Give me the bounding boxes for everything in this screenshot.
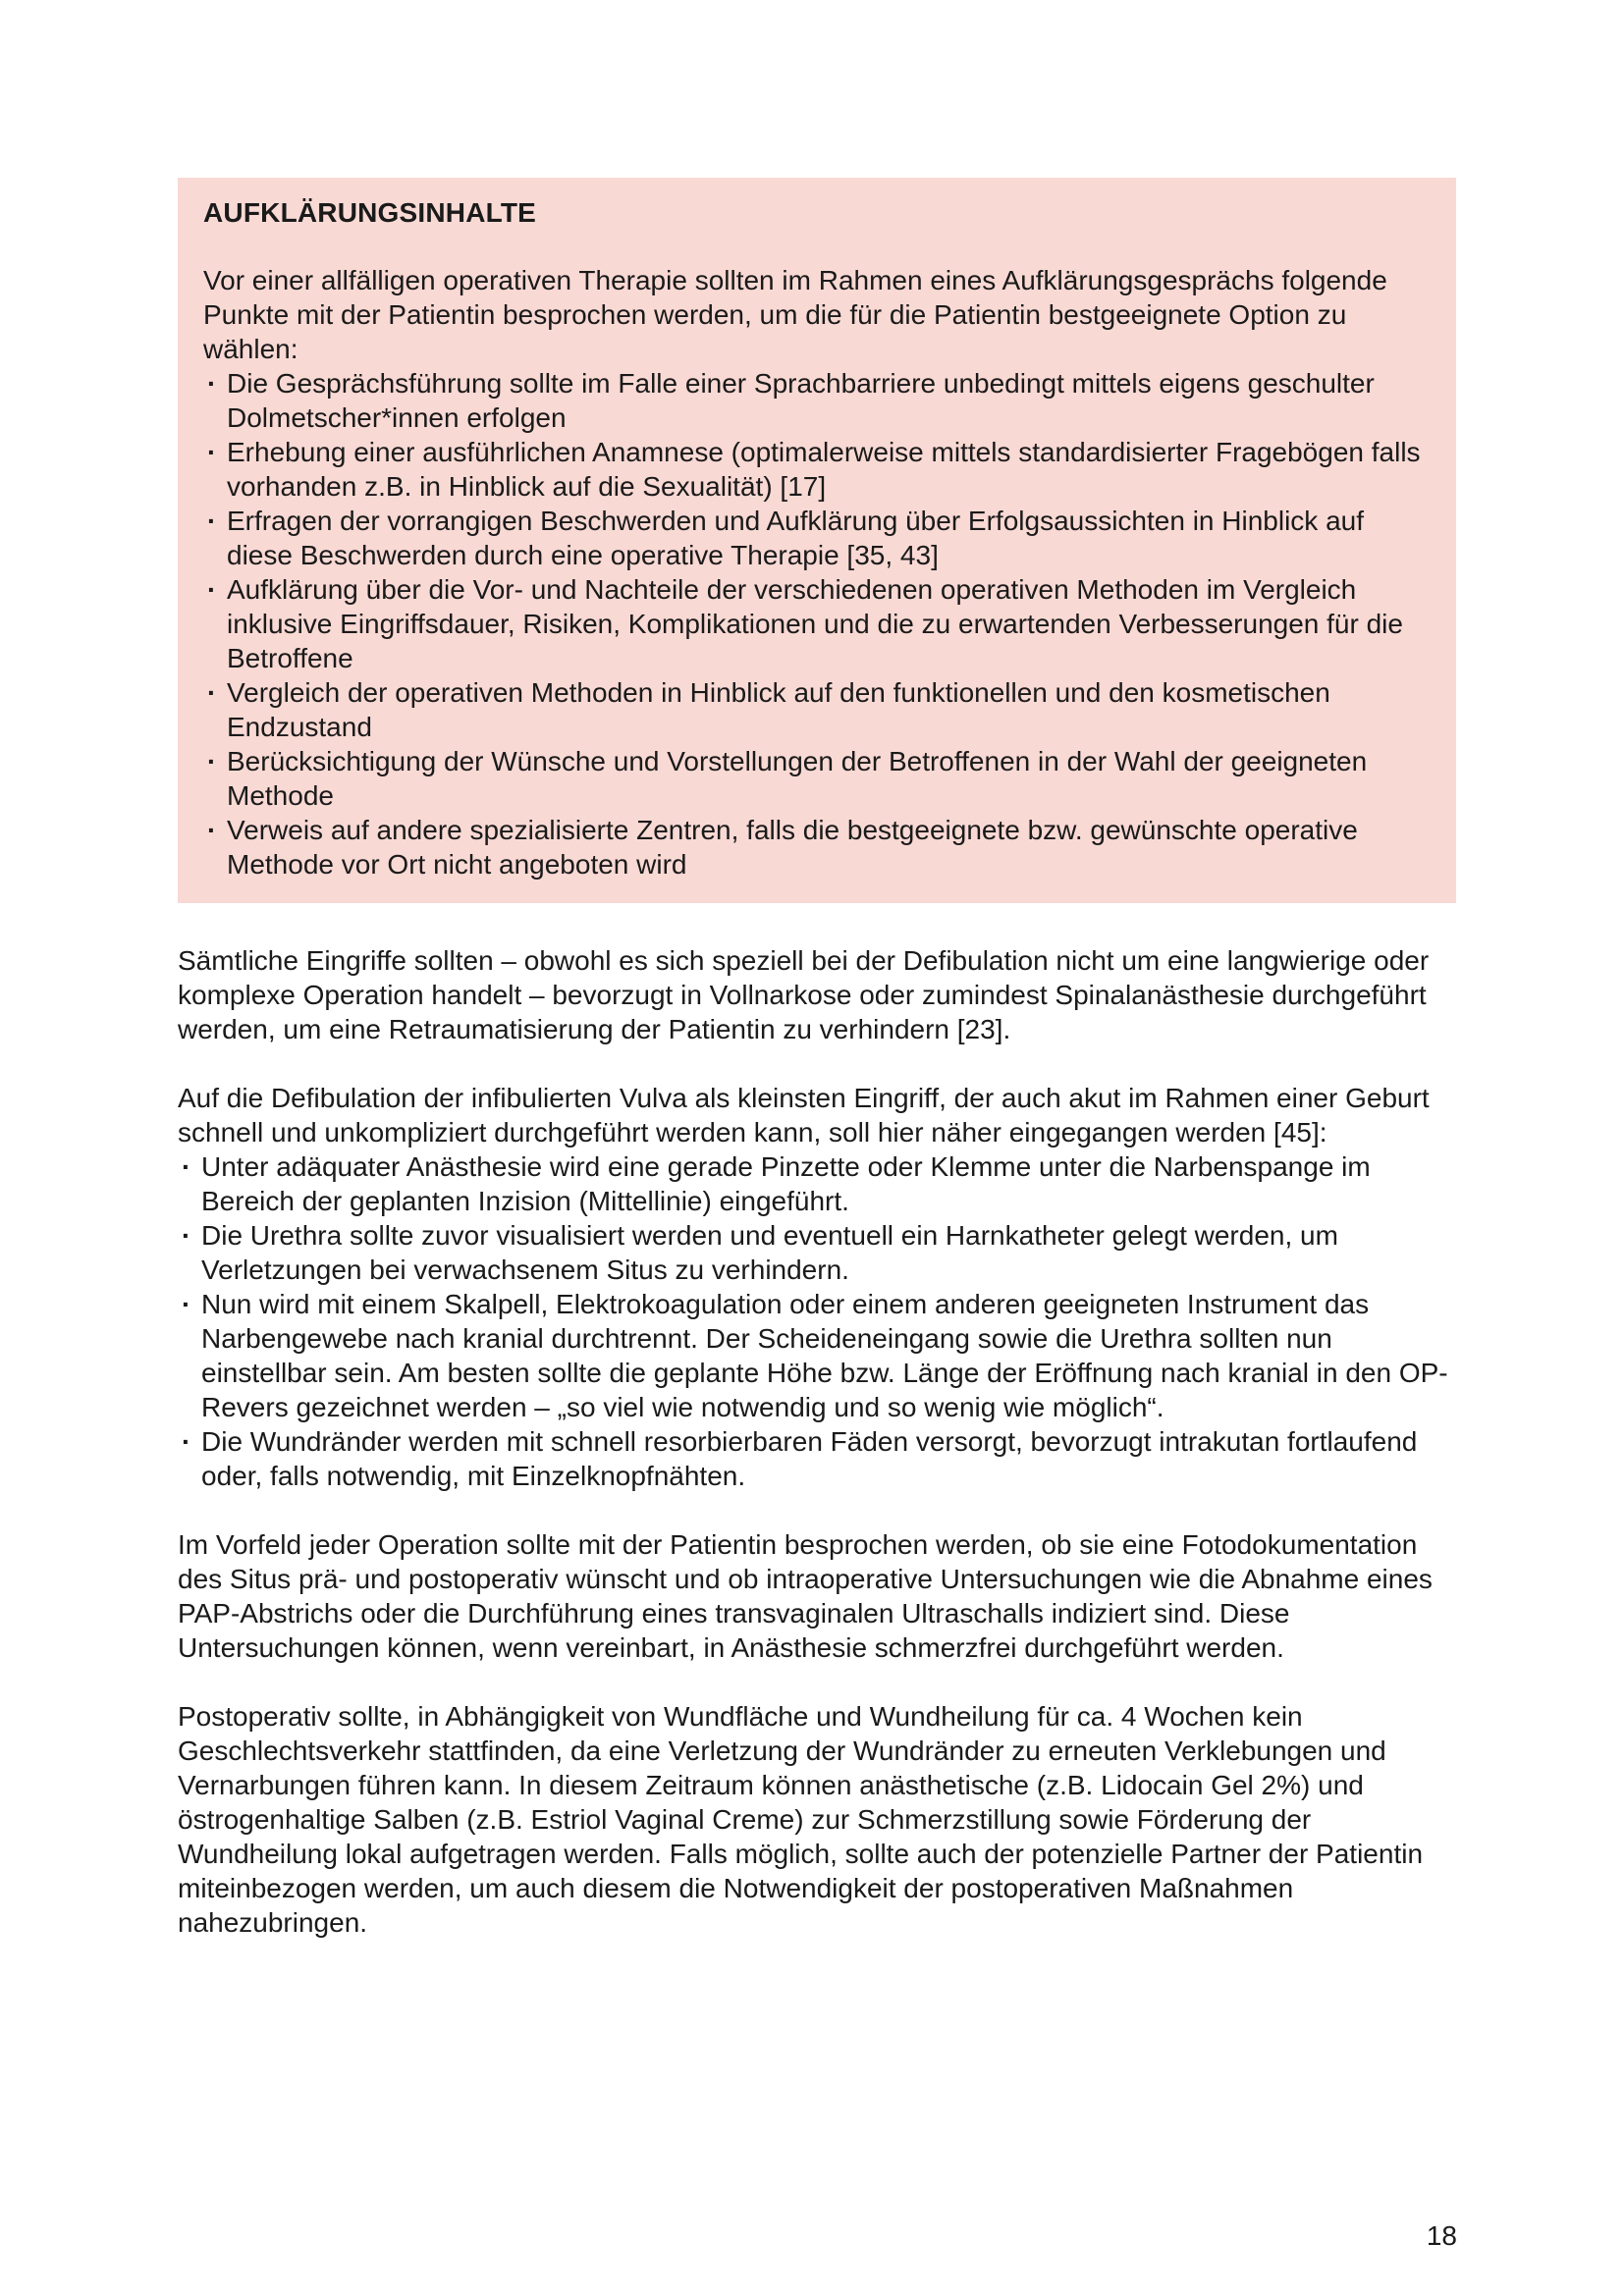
- list-item: · Berücksichtigung der Wünsche und Vorstellungen der Betroffenen in der Wahl der geeigneten Methode: [203, 744, 1431, 813]
- paragraph-postoperative: Postoperativ sollte, in Abhängigkeit von Wundfläche und Wundheilung für ca. 4 Wochen kein Geschlechtsverkehr stattfinden, da eine Verletzung der Wundränder zu erneuten Verklebungen und Vernarbungen führen kann. In diesem Zeitraum können anästhetische (z.B. Lidocain Gel 2%) und östrogenhaltige Salben (z.B. Estriol Vaginal Creme) zur Schmerzstillung sowie Förderung der Wundheilung lokal aufgetragen werden. Falls möglich, sollte auch der potenzielle Partner der Patientin miteinbezogen werden, um auch diesem die Notwendigkeit der postoperativen Maßnahmen nahezubringen.: [178, 1701, 1424, 1938]
- info-box-intro: Vor einer allfälligen operativen Therapie sollten im Rahmen eines Aufklärungsgesprächs folgende Punkte mit der Patientin besprochen werden, um die für die Patientin bestgeeignete Option zu wählen:: [203, 265, 1387, 364]
- list-item: · Nun wird mit einem Skalpell, Elektrokoagulation oder einem anderen geeigneten Instrument das Narbengewebe nach kranial durchtrennt. Der Scheideneingang sowie die Urethra sollten nun einstellbar sein. Am besten sollte die geplante Höhe bzw. Länge der Eröffnung nach kranial in den OP-Revers gezeichnet werden – „so viel wie notwendig und so wenig wie möglich“.: [178, 1287, 1456, 1424]
- main-text: [178, 943, 1456, 1974]
- list-item: · Erhebung einer ausführlichen Anamnese (optimalerweise mittels standardisierter Fragebögen falls vorhanden z.B. in Hinblick auf die Sexualität) [17]: [203, 435, 1431, 504]
- info-box-aufklaerungsinhalte: [178, 178, 1456, 903]
- list-item: · Aufklärung über die Vor- und Nachteile der verschiedenen operativen Methoden im Vergleich inklusive Eingriffsdauer, Risiken, Komplikationen und die zu erwartenden Verbesserungen für die Betroffene: [203, 572, 1431, 675]
- info-box-heading: AUFKLÄRUNGSINHALTE: [203, 197, 537, 228]
- info-box-list: [203, 366, 1431, 881]
- list-item: · Unter adäquater Anästhesie wird eine gerade Pinzette oder Klemme unter die Narbenspange im Bereich der geplanten Inzision (Mittellinie) eingeführt.: [178, 1149, 1456, 1218]
- paragraph-defibulation-intro: Auf die Defibulation der infibulierten Vulva als kleinsten Eingriff, der auch akut im Rahmen einer Geburt schnell und unkompliziert durchgeführt werden kann, soll hier näher eingegangen werden [45]:: [178, 1083, 1430, 1148]
- list-item: · Die Wundränder werden mit schnell resorbierbaren Fäden versorgt, bevorzugt intrakutan fortlaufend oder, falls notwendig, mit Einzelknopfnähten.: [178, 1424, 1456, 1493]
- paragraph-anesthesia: Sämtliche Eingriffe sollten – obwohl es sich speziell bei der Defibulation nicht um eine langwierige oder komplexe Operation handelt – bevorzugt in Vollnarkose oder zumindest Spinalanästhesie durchgeführt werden, um eine Retraumatisierung der Patientin zu verhindern [23].: [178, 945, 1430, 1044]
- list-item: · Vergleich der operativen Methoden in Hinblick auf den funktionellen und den kosmetischen Endzustand: [203, 675, 1431, 744]
- list-item: · Die Urethra sollte zuvor visualisiert werden und eventuell ein Harnkatheter gelegt werden, um Verletzungen bei verwachsenem Situs zu verhindern.: [178, 1218, 1456, 1287]
- list-item: · Die Gesprächsführung sollte im Falle einer Sprachbarriere unbedingt mittels eigens geschulter Dolmetscher*innen erfolgen: [203, 366, 1431, 435]
- list-item: · Erfragen der vorrangigen Beschwerden und Aufklärung über Erfolgsaussichten in Hinblick auf diese Beschwerden durch eine operative Therapie [35, 43]: [203, 504, 1431, 572]
- paragraph-documentation: Im Vorfeld jeder Operation sollte mit der Patientin besprochen werden, ob sie eine Fotodokumentation des Situs prä- und postoperativ wünscht und ob intraoperative Untersuchungen wie die Abnahme eines PAP-Abstrichs oder die Durchführung eines transvaginalen Ultraschalls indiziert sind. Diese Untersuchungen können, wenn vereinbart, in Anästhesie schmerzfrei durchgeführt werden.: [178, 1529, 1433, 1663]
- defibulation-steps-list: [178, 1149, 1456, 1493]
- page-number: 18: [1426, 2220, 1457, 2251]
- list-item: · Verweis auf andere spezialisierte Zentren, falls die bestgeeignete bzw. gewünschte operative Methode vor Ort nicht angeboten wird: [203, 813, 1431, 881]
